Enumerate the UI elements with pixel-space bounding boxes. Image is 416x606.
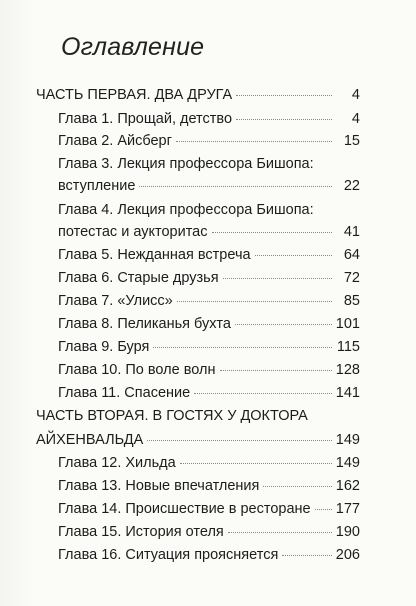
dot-leader [180,463,332,464]
toc-entry-chapter-12[interactable] [58,451,360,475]
toc-entry-page: 162 [335,478,360,494]
toc-entry-page: 128 [335,362,360,378]
dot-leader [147,440,332,441]
toc-entry-chapter-4[interactable] [58,220,360,244]
dot-leader [255,255,332,256]
toc-entry-label: АЙХЕНВАЛЬДА [36,432,144,448]
dot-leader [236,119,332,120]
toc-entry-chapter-14[interactable] [58,497,360,521]
toc-entry-label: ЧАСТЬ ПЕРВАЯ. ДВА ДРУГА [36,87,233,103]
dot-leader [236,95,332,96]
toc-entry-page: 149 [335,432,360,448]
dot-leader [223,278,332,279]
toc-entry-chapter-3-line-1[interactable]: Глава 3. Лекция профессора Бишопа: [58,156,314,172]
toc-entry-chapter-3[interactable] [58,174,360,198]
toc-entry-page: 206 [335,547,360,563]
toc-entry-part-2-line-1[interactable]: ЧАСТЬ ВТОРАЯ. В ГОСТЯХ У ДОКТОРА [36,408,308,424]
dot-leader [153,347,332,348]
toc-entry-chapter-2[interactable] [58,129,360,153]
toc-entry-chapter-11[interactable] [58,381,360,405]
toc-entry-chapter-13[interactable] [58,474,360,498]
toc-entry-chapter-4-line-1[interactable]: Глава 4. Лекция профессора Бишопа: [58,202,314,218]
toc-entry-chapter-5[interactable] [58,243,360,267]
toc-entry-part-2[interactable] [36,428,360,452]
toc-entry-label: потестас и аукторитас [58,224,208,240]
dot-leader [220,370,332,371]
toc-entry-label: Глава 2. Айсберг [58,133,172,149]
toc-entry-page: 190 [335,524,360,540]
toc-entry-page: 15 [343,133,360,149]
dot-leader [235,324,332,325]
toc-entry-page: 141 [335,385,360,401]
toc-entry-label: Глава 1. Прощай, детство [58,111,233,127]
toc-entry-label: Глава 6. Старые друзья [58,270,219,286]
toc-entry-label: Глава 12. Хильда [58,455,176,471]
toc-entry-label: вступление [58,178,136,194]
toc-entry-page: 22 [343,178,360,194]
toc-entry-page: 72 [343,270,360,286]
toc-entry-chapter-16[interactable] [58,543,360,567]
dot-leader [139,186,332,187]
toc-entry-chapter-7[interactable] [58,289,360,313]
toc-entry-chapter-15[interactable] [58,520,360,544]
toc-entry-page: 149 [335,455,360,471]
toc-entry-label: Глава 9. Буря [58,339,150,355]
toc-entry-label: Глава 10. По воле волн [58,362,216,378]
toc-entry-label: Глава 8. Пеликанья бухта [58,316,231,332]
toc-entry-page: 101 [335,316,360,332]
toc-entry-page: 85 [343,293,360,309]
toc-entry-chapter-1[interactable] [58,107,360,131]
toc-entry-label: Глава 15. История отеля [58,524,224,540]
toc-entry-chapter-10[interactable] [58,358,360,382]
toc-entry-label: Глава 16. Ситуация проясняется [58,547,279,563]
toc-entry-part-1[interactable] [36,83,360,107]
toc-entry-page: 177 [335,501,360,517]
dot-leader [263,486,331,487]
dot-leader [176,141,332,142]
dot-leader [228,532,332,533]
toc-entry-chapter-9[interactable] [58,335,360,359]
toc-entry-page: 4 [351,111,360,127]
toc-entry-label: Глава 14. Происшествие в ресторане [58,501,311,517]
toc-entry-label: Глава 5. Нежданная встреча [58,247,251,263]
toc-entry-label: Глава 7. «Улисс» [58,293,173,309]
toc-entry-page: 41 [343,224,360,240]
toc-entry-page: 4 [351,87,360,103]
dot-leader [177,301,332,302]
dot-leader [315,509,332,510]
toc-entry-chapter-6[interactable] [58,266,360,290]
dot-leader [194,393,332,394]
page-title: Оглавление [61,33,205,61]
toc-entry-label: Глава 11. Спасение [58,385,191,401]
toc-entry-label: Глава 13. Новые впечатления [58,478,260,494]
dot-leader [282,555,332,556]
dot-leader [212,232,333,233]
toc-entry-chapter-8[interactable] [58,312,360,336]
toc-entry-page: 115 [336,339,360,355]
toc-entry-page: 64 [343,247,360,263]
